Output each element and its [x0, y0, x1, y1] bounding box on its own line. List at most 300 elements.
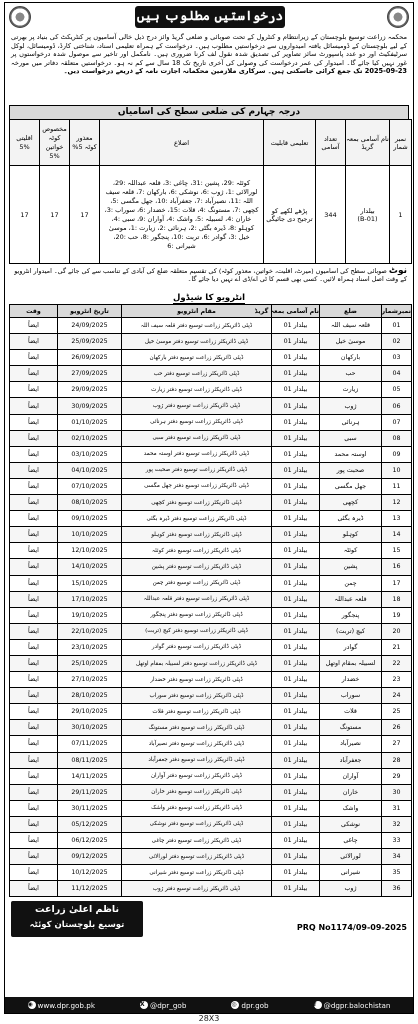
sched-time: ایضاً [10, 334, 58, 350]
sched-district: آواران [320, 768, 382, 784]
notice-label: نوٹ [388, 266, 407, 276]
sched-no: 24 [382, 688, 412, 704]
sched-date: 10/12/2025 [58, 865, 122, 881]
post-name-grade [346, 166, 390, 264]
sched-date: 08/10/2025 [58, 495, 122, 511]
sched-post: بیلدار 01 [272, 623, 320, 639]
post-minority-quota: 17 [10, 166, 40, 264]
sched-venue: ڈپٹی ڈائریکٹر زراعت توسیع دفتر مستونگ [122, 720, 272, 736]
sched-district: مستونگ [320, 720, 382, 736]
sched-time: ایضاً [10, 591, 58, 607]
sched-no: 34 [382, 849, 412, 865]
sched-venue: ڈپٹی ڈائریکٹر زراعت توسیع دفتر شیرانی [122, 865, 272, 881]
social-handle: dpr.gob [241, 1000, 269, 1010]
sched-venue: ڈپٹی ڈائریکٹر زراعت توسیع دفتر قلعہ عبداللہ [122, 591, 272, 607]
sched-post: بیلدار 01 [272, 478, 320, 494]
table-row [10, 318, 412, 334]
sched-date: 25/10/2025 [58, 655, 122, 671]
table-row [10, 478, 412, 494]
interview-schedule-table [9, 304, 412, 897]
sched-district: خضدار [320, 672, 382, 688]
sched-district: گوادر [320, 639, 382, 655]
sched-district: بارکھان [320, 350, 382, 366]
sched-post: بیلدار 01 [272, 816, 320, 832]
sched-venue: ڈپٹی ڈائریکٹر زراعت توسیع دفتر واشک [122, 800, 272, 816]
sched-time: ایضاً [10, 736, 58, 752]
women-pct: 5% [49, 151, 60, 160]
sched-district: نوشکی [320, 816, 382, 832]
table-row [10, 575, 412, 591]
sched-venue: ڈپٹی ڈائریکٹر زراعت توسیع دفتر پنجگور [122, 607, 272, 623]
sched-no: 20 [382, 623, 412, 639]
sched-post: بیلدار 01 [272, 559, 320, 575]
instagram-icon: ◎ [231, 1001, 239, 1009]
table-row [10, 414, 412, 430]
sched-time: ایضاً [10, 462, 58, 478]
table-row [10, 543, 412, 559]
post-no: 1 [390, 166, 412, 264]
sched-venue: ڈپٹی ڈائریکٹر زراعت توسیع دفتر پشین [122, 559, 272, 575]
sched-date: 27/10/2025 [58, 672, 122, 688]
sched-venue: ڈپٹی ڈائریکٹر زراعت توسیع دفتر نصیرآباد [122, 736, 272, 752]
prq-number: PRQ No1174/09-09-2025 [296, 923, 407, 933]
sched-no: 17 [382, 575, 412, 591]
table-row [10, 704, 412, 720]
sched-venue: ڈپٹی ڈائریکٹر زراعت توسیع دفتر کوہلو [122, 527, 272, 543]
sched-date: 10/10/2025 [58, 527, 122, 543]
sched-venue: ڈپٹی ڈائریکٹر زراعت توسیع دفتر جعفرآباد [122, 752, 272, 768]
sched-time: ایضاً [10, 575, 58, 591]
sched-no: 35 [382, 865, 412, 881]
sched-venue: ڈپٹی ڈائریکٹر زراعت توسیع دفتر لورالائی [122, 849, 272, 865]
social-handle: www.dpr.gob.pk [37, 1000, 95, 1010]
sched-time: ایضاً [10, 704, 58, 720]
sched-district: لسبیلہ بمقام اوتھل [320, 655, 382, 671]
col-no: نمبر شمار [390, 120, 412, 166]
sched-date: 30/10/2025 [58, 720, 122, 736]
sched-no: 02 [382, 334, 412, 350]
table-row [10, 559, 412, 575]
sched-col-time: وقت [10, 305, 58, 318]
sched-district: ژوب [320, 398, 382, 414]
sched-post: بیلدار 01 [272, 366, 320, 382]
sched-date: 07/11/2025 [58, 736, 122, 752]
sched-time: ایضاً [10, 865, 58, 881]
sched-post: بیلدار 01 [272, 462, 320, 478]
sched-district: چاغی [320, 833, 382, 849]
sched-venue: ڈپٹی ڈائریکٹر زراعت توسیع دفتر موسیٰ خیل [122, 334, 272, 350]
sched-date: 02/10/2025 [58, 430, 122, 446]
sched-date: 03/10/2025 [58, 446, 122, 462]
table-row [10, 752, 412, 768]
sched-post: بیلدار 01 [272, 672, 320, 688]
sched-district: واشک [320, 800, 382, 816]
sched-no: 21 [382, 639, 412, 655]
table-row [10, 398, 412, 414]
sched-time: ایضاً [10, 800, 58, 816]
post-districts: کوئٹہ :29، پشین :31، چاغی :3، قلعہ عبداللہ :29، لورالائی :1، ژوب :6، نوشکی :6، بارکھان :7، قلعہ سیف اللہ :11، نصیرآباد :7، جعفرآباد :10، جھل مگسی :5، کچھی :7، مستونگ :4، قلات :15، خضدار :6، سوراب :3، خاران :4، لسبیلہ :5، واشک :4، آواران :9، سبی :4، کوہلو :8، ڈیرہ بگٹی :2، ہرنائی :2، زیارت :1، موسیٰ خیل :3، گوادر :6، تربت :10، پنجگور :8، حب :20، شیرانی :6 [100, 166, 264, 264]
sched-no: 22 [382, 655, 412, 671]
sched-post: بیلدار 01 [272, 768, 320, 784]
sched-time: ایضاً [10, 446, 58, 462]
sched-post: بیلدار 01 [272, 318, 320, 334]
ad-title: درخواستیں مطلوب ہیں [135, 6, 285, 28]
social-handle: @dpr_gob [150, 1000, 187, 1010]
table-row [10, 623, 412, 639]
social-links-bar [5, 997, 413, 1013]
sched-district: سوراب [320, 688, 382, 704]
sched-post: بیلدار 01 [272, 688, 320, 704]
posts-subtitle: درجہ چہارم کی ضلعی سطح کی اسامیاں [9, 105, 409, 119]
table-row [10, 366, 412, 382]
sched-date: 07/10/2025 [58, 478, 122, 494]
sched-date: 05/12/2025 [58, 816, 122, 832]
sched-district: کوئٹہ [320, 543, 382, 559]
sched-post: بیلدار 01 [272, 720, 320, 736]
sched-post: بیلدار 01 [272, 833, 320, 849]
sched-no: 23 [382, 672, 412, 688]
sched-district: قلعہ سیف اللہ [320, 318, 382, 334]
sched-district: لورالائی [320, 849, 382, 865]
sched-date: 27/09/2025 [58, 366, 122, 382]
table-row [10, 881, 412, 897]
table-row [10, 849, 412, 865]
sched-time: ایضاً [10, 318, 58, 334]
sched-time: ایضاً [10, 366, 58, 382]
sched-venue: ڈپٹی ڈائریکٹر زراعت توسیع دفتر ژوب [122, 881, 272, 897]
post-women-quota: 17 [40, 166, 70, 264]
sched-col-district: ضلع [320, 305, 382, 318]
globe-icon: ◉ [28, 1001, 36, 1009]
post-count: 344 [316, 166, 346, 264]
table-row [10, 350, 412, 366]
table-row [10, 446, 412, 462]
sched-no: 01 [382, 318, 412, 334]
table-row [10, 736, 412, 752]
col-name-grade: نام آسامی بمعہ گریڈ [346, 120, 390, 166]
sched-no: 11 [382, 478, 412, 494]
sched-post: بیلدار 01 [272, 736, 320, 752]
sched-venue: ڈپٹی ڈائریکٹر زراعت توسیع دفتر چاغی [122, 833, 272, 849]
sched-district: سبی [320, 430, 382, 446]
sched-no: 29 [382, 768, 412, 784]
intro-deadline: 23-09-2025 تک جمع کرائی جاسکتی ہیں۔ سرکاری ملازمین محکمانہ اجازت نامہ کے ذریعے درخواست دیں۔ [63, 67, 407, 76]
col-women-quota [40, 120, 70, 166]
sched-no: 08 [382, 430, 412, 446]
sched-post: بیلدار 01 [272, 543, 320, 559]
sched-district: کچھی [320, 495, 382, 511]
sched-post: بیلدار 01 [272, 655, 320, 671]
sched-date: 30/11/2025 [58, 800, 122, 816]
sched-venue: ڈپٹی ڈائریکٹر زراعت توسیع دفتر کچھی [122, 495, 272, 511]
sched-no: 13 [382, 511, 412, 527]
sched-no: 04 [382, 366, 412, 382]
social-link[interactable] [314, 1001, 391, 1010]
social-link[interactable] [231, 1001, 268, 1010]
sched-district: شیرانی [320, 865, 382, 881]
social-link[interactable] [28, 1001, 96, 1010]
sched-date: 14/11/2025 [58, 768, 122, 784]
sched-post: بیلدار 01 [272, 800, 320, 816]
sched-venue: ڈپٹی ڈائریکٹر زراعت توسیع دفتر کیچ (تربت) [122, 623, 272, 639]
women-label: خواتین [45, 142, 64, 151]
government-emblem-icon [387, 6, 409, 28]
sched-district: چمن [320, 575, 382, 591]
col-qualification: تعلیمی قابلیت [264, 120, 316, 166]
sched-date: 26/09/2025 [58, 350, 122, 366]
table-row [10, 655, 412, 671]
sched-post: بیلدار 01 [272, 575, 320, 591]
sched-date: 22/10/2025 [58, 623, 122, 639]
sched-district: خاران [320, 784, 382, 800]
schedule-title-text: انٹرویو کا شیڈول [172, 293, 246, 303]
authority-line-2: توسیع بلوچستان کوئٹہ [29, 920, 125, 931]
sched-time: ایضاً [10, 350, 58, 366]
sched-no: 27 [382, 736, 412, 752]
sched-time: ایضاً [10, 398, 58, 414]
sched-no: 18 [382, 591, 412, 607]
sched-district: حب [320, 366, 382, 382]
sched-district: موسیٰ خیل [320, 334, 382, 350]
table-row [10, 833, 412, 849]
sched-col-post: نام آسامی بمعہ گریڈ [272, 305, 320, 318]
notice-paragraph [5, 264, 413, 292]
sched-date: 01/10/2025 [58, 414, 122, 430]
table-row [10, 800, 412, 816]
table-row [10, 639, 412, 655]
schedule-body [10, 318, 412, 897]
sched-date: 19/10/2025 [58, 607, 122, 623]
sched-post: بیلدار 01 [272, 591, 320, 607]
sched-district: جعفرآباد [320, 752, 382, 768]
sched-time: ایضاً [10, 688, 58, 704]
sched-time: ایضاً [10, 382, 58, 398]
sched-post: بیلدار 01 [272, 881, 320, 897]
sched-venue: ڈپٹی ڈائریکٹر زراعت توسیع دفتر آواران [122, 768, 272, 784]
sched-post: بیلدار 01 [272, 784, 320, 800]
sched-venue: ڈپٹی ڈائریکٹر زراعت توسیع دفتر خاران [122, 784, 272, 800]
sched-district: کیچ (تربت) [320, 623, 382, 639]
table-row [10, 816, 412, 832]
sched-date: 24/09/2025 [58, 318, 122, 334]
notice-text: صوبائی سطح کی اسامیوں (میرٹ، اقلیت، خواتین، معذور کوٹہ) کی تقسیم متعلقہ ضلع کی آبادی کے تناسب سے کی جائے گی۔ امیدوار انٹرویو کے وقت اصل اسناد ہمراہ لائیں۔ کسی بھی قسم کا ٹی اے/ڈی اے نہیں دیا جائے گا۔ [14, 267, 407, 284]
sched-date: 08/11/2025 [58, 752, 122, 768]
sched-no: 28 [382, 752, 412, 768]
sched-date: 30/09/2025 [58, 398, 122, 414]
sched-date: 06/12/2025 [58, 833, 122, 849]
sched-post: بیلدار 01 [272, 334, 320, 350]
sched-time: ایضاً [10, 720, 58, 736]
sched-venue: ڈپٹی ڈائریکٹر زراعت توسیع دفتر نوشکی [122, 816, 272, 832]
sched-time: ایضاً [10, 768, 58, 784]
sched-date: 23/10/2025 [58, 639, 122, 655]
table-row [10, 430, 412, 446]
sched-venue: ڈپٹی ڈائریکٹر زراعت توسیع دفتر جھل مگسی [122, 478, 272, 494]
sched-date: 29/09/2025 [58, 382, 122, 398]
sched-time: ایضاً [10, 478, 58, 494]
sched-post: بیلدار 01 [272, 398, 320, 414]
sched-venue: ڈپٹی ڈائریکٹر زراعت توسیع دفتر چمن [122, 575, 272, 591]
table-row [10, 591, 412, 607]
sched-no: 03 [382, 350, 412, 366]
sched-venue: ڈپٹی ڈائریکٹر زراعت توسیع دفتر حب [122, 366, 272, 382]
table-row [10, 688, 412, 704]
sched-district: قلات [320, 704, 382, 720]
sched-date: 29/10/2025 [58, 704, 122, 720]
social-link[interactable] [140, 1001, 186, 1010]
sched-venue: ڈپٹی ڈائریکٹر زراعت توسیع دفتر خضدار [122, 672, 272, 688]
sched-no: 07 [382, 414, 412, 430]
ad-footer [5, 897, 413, 939]
sched-time: ایضاً [10, 527, 58, 543]
sched-district: کوہلو [320, 527, 382, 543]
intro-paragraph [5, 31, 413, 105]
sched-post: بیلدار 01 [272, 527, 320, 543]
sched-time: ایضاً [10, 623, 58, 639]
sched-date: 11/12/2025 [58, 881, 122, 897]
sched-district: صحبت پور [320, 462, 382, 478]
sched-no: 05 [382, 382, 412, 398]
sched-post: بیلدار 01 [272, 350, 320, 366]
schedule-title [5, 292, 413, 304]
sched-time: ایضاً [10, 559, 58, 575]
sched-district: نصیرآباد [320, 736, 382, 752]
sched-time: ایضاً [10, 495, 58, 511]
sched-no: 10 [382, 462, 412, 478]
sched-no: 06 [382, 398, 412, 414]
sched-venue: ڈپٹی ڈائریکٹر زراعت توسیع دفتر بارکھان [122, 350, 272, 366]
sched-district: ہرنائی [320, 414, 382, 430]
sched-date: 25/09/2025 [58, 334, 122, 350]
sched-col-date: تاریخ انٹرویو [58, 305, 122, 318]
table-row [10, 784, 412, 800]
sched-time: ایضاً [10, 833, 58, 849]
sched-no: 09 [382, 446, 412, 462]
sched-venue: ڈپٹی ڈائریکٹر زراعت توسیع دفتر قلات [122, 704, 272, 720]
sched-venue: ڈپٹی ڈائریکٹر زراعت توسیع دفتر زیارت [122, 382, 272, 398]
sched-no: 12 [382, 495, 412, 511]
sched-district: پشین [320, 559, 382, 575]
sched-venue: ڈپٹی ڈائریکٹر زراعت توسیع دفتر ہرنائی [122, 414, 272, 430]
post-qualification: پڑھے لکھے کو ترجیح دی جائیگی [264, 166, 316, 264]
sched-no: 36 [382, 881, 412, 897]
sched-district: زیارت [320, 382, 382, 398]
post-disabled-quota: 17 [70, 166, 100, 264]
sched-date: 12/10/2025 [58, 543, 122, 559]
post-name: بیلدار [360, 206, 375, 215]
disabled-pct: کوٹہ 5% [72, 142, 97, 151]
sched-no: 14 [382, 527, 412, 543]
intro-text: محکمہ زراعت توسیع بلوچستان کے زیرانتظام و کنٹرول کے تحت صوبائی و ضلعی گریڈ وائز درج ذیل خالی آسامیوں پر کنٹریکٹ کی بنیاد پر بھرتی کے لیے بلوچستان کے ڈومیسائل یافتہ امیدواروں سے درخواستیں مطلوب ہیں۔ درخواست کے ہمراہ تعلیمی اسناد، شناختی کارڈ، ڈومیسائل، لوکل سرٹیفکیٹ اور دو عدد پاسپورٹ سائز تصاویر کی تصدیق شدہ نقول لف کرنا ضروری ہیں۔ نامکمل اور تاخیر سے موصول شدہ درخواستوں پر غور نہیں کیا جائے گا۔ امیدوار کی عمر درخواست کی وصولی کی آخری تاریخ تک 18 سال سے کم نہ ہو۔ درخواستیں متعلقہ دفاتر میں مورخہ [11, 33, 408, 67]
sched-no: 32 [382, 816, 412, 832]
sched-venue: ڈپٹی ڈائریکٹر زراعت توسیع دفتر اوستہ محمد [122, 446, 272, 462]
minority-pct: 5% [19, 142, 30, 151]
sched-date: 09/12/2025 [58, 849, 122, 865]
sched-post: بیلدار 01 [272, 495, 320, 511]
sched-time: ایضاً [10, 655, 58, 671]
sched-post: بیلدار 01 [272, 849, 320, 865]
sched-col-venue: مقام انٹرویو [122, 305, 272, 318]
sched-date: 09/10/2025 [58, 511, 122, 527]
col-count: تعداد آسامی [316, 120, 346, 166]
sched-no: 33 [382, 833, 412, 849]
col-minority-quota [10, 120, 40, 166]
sched-post: بیلدار 01 [272, 446, 320, 462]
sched-no: 25 [382, 704, 412, 720]
ad-size-caption: 28X3 [198, 1014, 220, 1023]
sched-venue: ڈپٹی ڈائریکٹر زراعت توسیع دفتر ڈیرہ بگٹی [122, 511, 272, 527]
sched-district: اوستہ محمد [320, 446, 382, 462]
sched-district: جھل مگسی [320, 478, 382, 494]
sched-post: بیلدار 01 [272, 865, 320, 881]
sched-no: 16 [382, 559, 412, 575]
sched-post: بیلدار 01 [272, 414, 320, 430]
x-icon: X [140, 1001, 148, 1009]
social-handle: @dgpr.balochistan [323, 1000, 391, 1010]
sched-date: 04/10/2025 [58, 462, 122, 478]
table-row [10, 607, 412, 623]
sched-venue: ڈپٹی ڈائریکٹر زراعت توسیع دفتر سبی [122, 430, 272, 446]
sched-no: 19 [382, 607, 412, 623]
sched-time: ایضاً [10, 816, 58, 832]
sched-time: ایضاً [10, 543, 58, 559]
table-row [10, 720, 412, 736]
schedule-header-row [10, 305, 412, 318]
sched-post: بیلدار 01 [272, 704, 320, 720]
job-advertisement [4, 2, 414, 1014]
table-row [10, 511, 412, 527]
sched-time: ایضاً [10, 881, 58, 897]
sched-district: قلعہ عبداللہ [320, 591, 382, 607]
authority-line-1: ناظم اعلیٰ زراعت [34, 904, 120, 916]
sched-col-no: نمبرشمار [382, 305, 412, 318]
sched-post: بیلدار 01 [272, 752, 320, 768]
sched-district: پنجگور [320, 607, 382, 623]
ad-header [5, 3, 413, 31]
sched-post: بیلدار 01 [272, 430, 320, 446]
table-row [10, 495, 412, 511]
col-disabled-quota [70, 120, 100, 166]
sched-district: ژوب [320, 881, 382, 897]
sched-date: 28/10/2025 [58, 688, 122, 704]
sched-no: 31 [382, 800, 412, 816]
sched-post: بیلدار 01 [272, 382, 320, 398]
col-districts: اضلاع [100, 120, 264, 166]
facebook-icon: f [314, 1001, 322, 1009]
sched-no: 15 [382, 543, 412, 559]
sched-time: ایضاً [10, 607, 58, 623]
sched-time: ایضاً [10, 639, 58, 655]
sched-date: 15/10/2025 [58, 575, 122, 591]
sched-time: ایضاً [10, 849, 58, 865]
posts-table [9, 119, 412, 264]
sched-time: ایضاً [10, 430, 58, 446]
posts-row [10, 166, 412, 264]
government-emblem-icon [9, 6, 31, 28]
sched-time: ایضاً [10, 511, 58, 527]
sched-time: ایضاً [10, 414, 58, 430]
sched-district: ڈیرہ بگٹی [320, 511, 382, 527]
sched-no: 30 [382, 784, 412, 800]
table-row [10, 672, 412, 688]
post-grade: (B-01) [357, 214, 378, 223]
sched-time: ایضاً [10, 784, 58, 800]
sched-post: بیلدار 01 [272, 607, 320, 623]
issuing-authority-box [11, 901, 143, 937]
minority-label: اقلیتی [16, 133, 33, 142]
sched-no: 26 [382, 720, 412, 736]
sched-venue: ڈپٹی ڈائریکٹر زراعت توسیع دفتر قلعہ سیف اللہ [122, 318, 272, 334]
